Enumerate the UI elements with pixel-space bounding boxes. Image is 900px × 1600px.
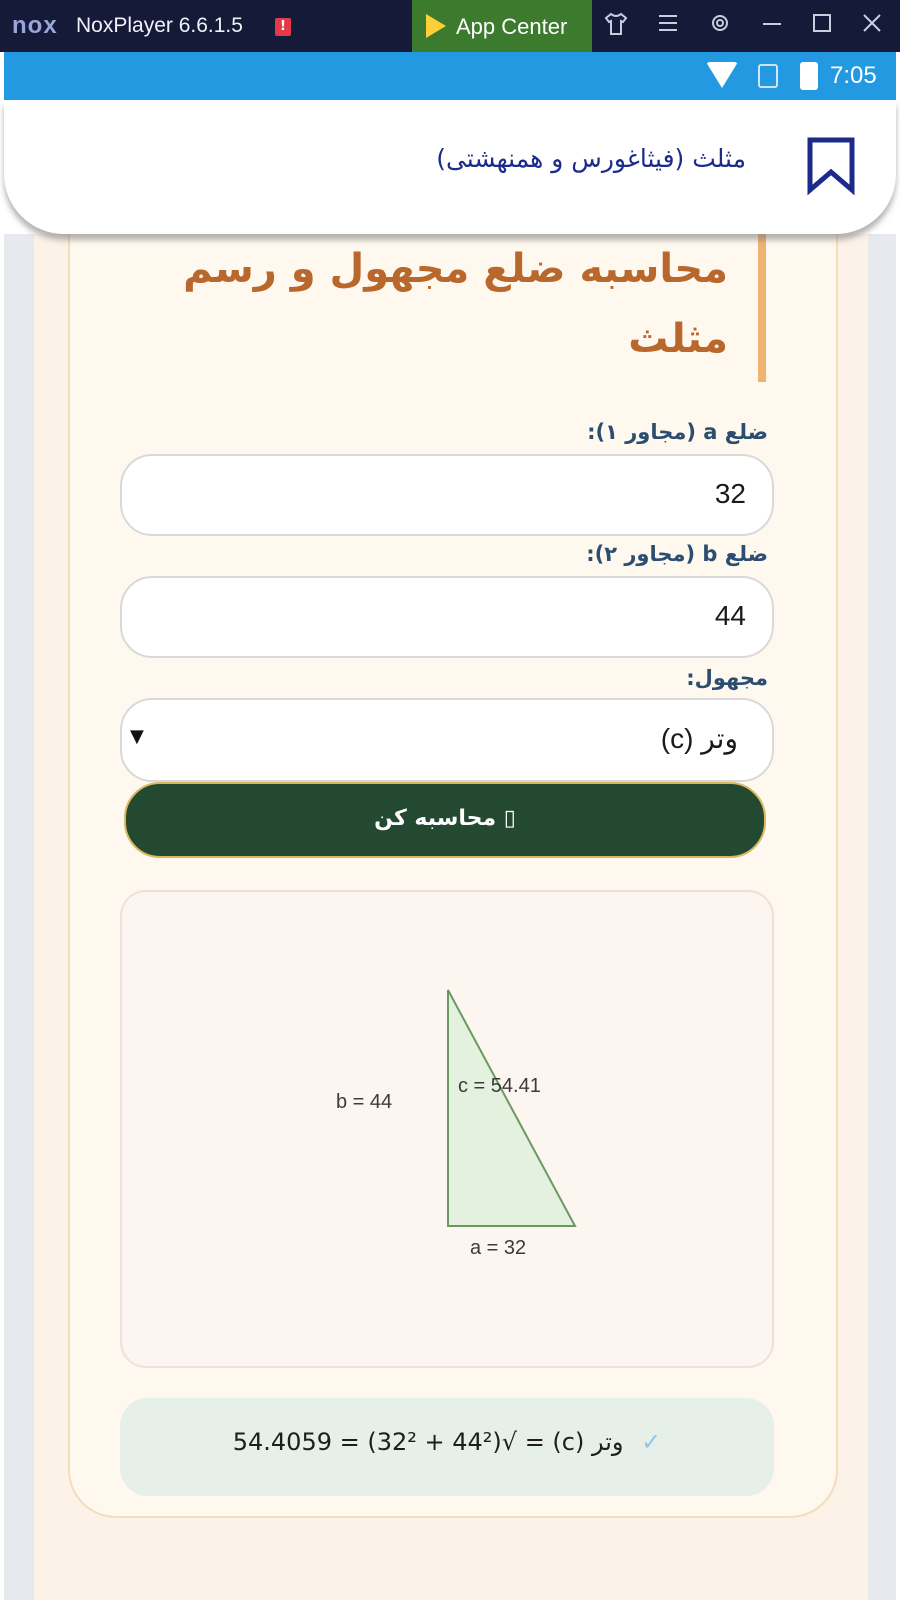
unknown-select-value: وتر (c) xyxy=(660,723,738,754)
bookmark-icon[interactable] xyxy=(804,136,858,196)
triangle-canvas xyxy=(122,892,776,1370)
calculate-button[interactable]: ▯ محاسبه کن xyxy=(124,782,766,858)
battery-icon xyxy=(800,62,818,90)
play-store-icon xyxy=(426,14,446,38)
unknown-label: مجهول: xyxy=(686,666,768,690)
result-box xyxy=(120,1398,774,1496)
wifi-icon xyxy=(706,62,738,88)
side-b-input[interactable] xyxy=(120,576,774,658)
close-icon[interactable] xyxy=(856,10,888,42)
emulator-title-bar xyxy=(0,0,900,52)
maximize-icon[interactable] xyxy=(806,10,838,42)
page-title: مثلث (فیثاغورس و همنهشتی) xyxy=(436,144,746,173)
app-center-label: App Center xyxy=(456,14,568,39)
side-a-value: 32 xyxy=(714,478,746,509)
side-a-label: ضلع a (مجاور ۱): xyxy=(587,420,768,444)
side-b-marker: b = 44 xyxy=(336,1091,393,1113)
app-center-button[interactable] xyxy=(412,0,592,52)
side-a-input[interactable] xyxy=(120,454,774,536)
triangle-shape xyxy=(448,990,575,1226)
alert-icon[interactable]: ! xyxy=(275,18,291,36)
result-text: وتر (c) = √(32² + 44²) = 54.4059 xyxy=(232,1428,624,1456)
check-icon: ✓ xyxy=(641,1428,662,1456)
status-time: 7:05 xyxy=(830,62,877,89)
app-header xyxy=(4,100,896,234)
side-b-value: 44 xyxy=(714,600,746,631)
calculator-heading: محاسبه ضلع مجهول و رسم مثلث xyxy=(166,234,766,382)
android-status-bar xyxy=(4,52,896,100)
gear-icon[interactable] xyxy=(704,10,736,42)
triangle-figure xyxy=(120,890,774,1368)
result-line xyxy=(120,1428,774,1456)
side-c-marker: c = 54.41 xyxy=(458,1075,541,1097)
side-b-label: ضلع b (مجاور ۲): xyxy=(586,542,768,566)
shirt-icon[interactable] xyxy=(600,10,632,42)
menu-icon[interactable] xyxy=(652,10,684,42)
side-a-marker: a = 32 xyxy=(470,1237,527,1259)
unknown-select[interactable] xyxy=(120,698,774,782)
emulator-title: NoxPlayer 6.6.1.5 xyxy=(76,14,243,37)
no-sim-icon xyxy=(758,64,778,88)
dropdown-arrow-icon: ▼ xyxy=(130,726,144,747)
minimize-icon[interactable] xyxy=(756,10,788,42)
nox-logo: nox xyxy=(12,12,58,39)
content-area[interactable] xyxy=(4,234,896,1600)
